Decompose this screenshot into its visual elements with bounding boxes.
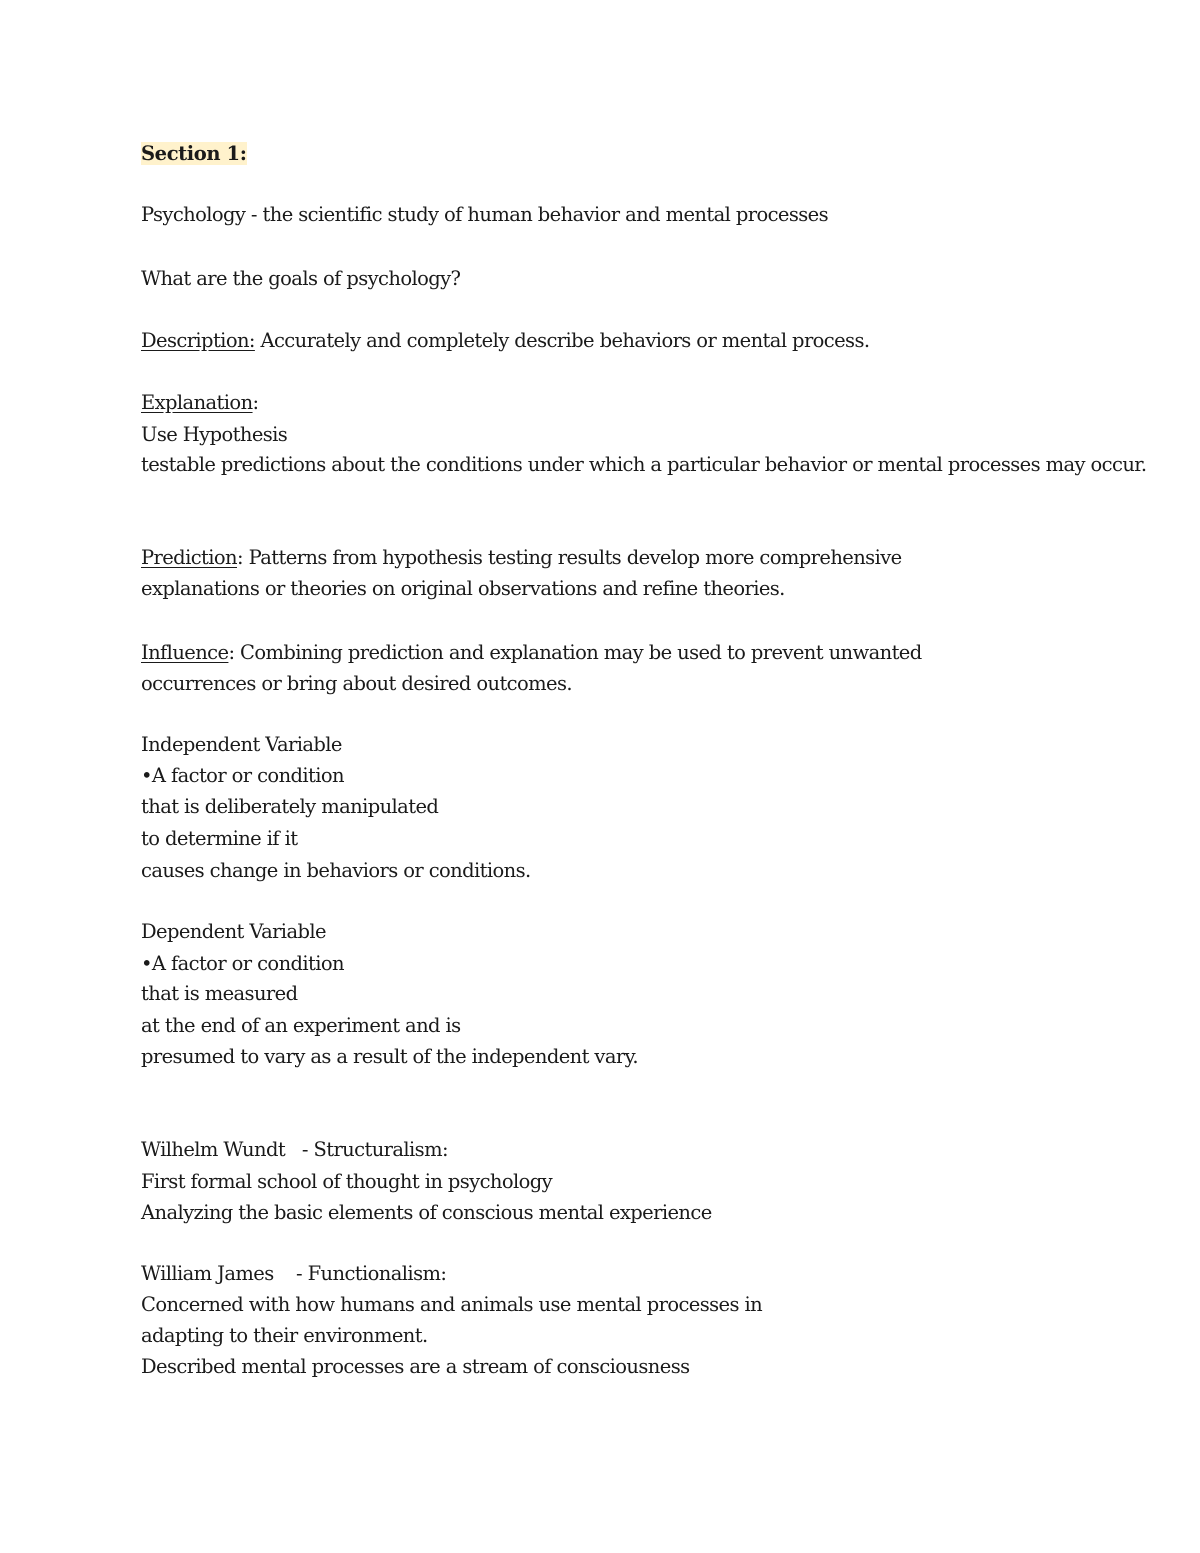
dependent-variable-line: at the end of an experiment and is — [141, 1014, 461, 1037]
prediction-paragraph — [141, 546, 902, 570]
explanation-line-1: Use Hypothesis — [141, 423, 288, 446]
functionalism-line: adapting to their environment. — [141, 1324, 428, 1347]
functionalism-line: Described mental processes are a stream of consciousness — [141, 1355, 690, 1378]
dependent-variable-line: •A factor or condition — [141, 952, 345, 975]
explanation-heading — [141, 391, 259, 415]
functionalism-title: William James - Functionalism: — [141, 1262, 447, 1285]
structuralism-title: Wilhelm Wundt - Structuralism: — [141, 1138, 448, 1161]
explanation-colon: : — [252, 391, 259, 414]
psychology-definition: Psychology - the scientific study of human behavior and mental processes — [141, 203, 829, 226]
influence-term: Influence — [141, 641, 229, 664]
section-heading: Section 1: — [141, 142, 247, 165]
independent-variable-line: to determine if it — [141, 827, 298, 850]
explanation-term: Explanation — [141, 391, 253, 414]
description-text: Accurately and completely describe behaviors or mental process. — [254, 329, 870, 352]
description-paragraph — [141, 329, 869, 353]
dependent-variable-title: Dependent Variable — [141, 920, 326, 943]
influence-line-2: occurrences or bring about desired outcomes. — [141, 672, 572, 695]
influence-paragraph — [141, 641, 922, 665]
dependent-variable-line: presumed to vary as a result of the independent vary. — [141, 1045, 639, 1068]
dependent-variable-line: that is measured — [141, 982, 298, 1005]
prediction-text: : Patterns from hypothesis testing results develop more comprehensive — [237, 546, 902, 569]
independent-variable-line: •A factor or condition — [141, 764, 345, 787]
prediction-term: Prediction — [141, 546, 237, 569]
independent-variable-line: that is deliberately manipulated — [141, 795, 439, 818]
goals-question: What are the goals of psychology? — [141, 267, 461, 290]
influence-text: : Combining prediction and explanation may be used to prevent unwanted — [228, 641, 922, 664]
structuralism-line: Analyzing the basic elements of conscious mental experience — [141, 1201, 712, 1224]
functionalism-line: Concerned with how humans and animals use mental processes in — [141, 1293, 763, 1316]
prediction-line-2: explanations or theories on original observations and refine theories. — [141, 577, 785, 600]
independent-variable-title: Independent Variable — [141, 733, 342, 756]
independent-variable-line: causes change in behaviors or conditions. — [141, 859, 531, 882]
explanation-line-2: testable predictions about the conditions under which a particular behavior or mental processes may occur. — [141, 453, 1147, 476]
section-heading-line — [141, 142, 247, 166]
structuralism-line: First formal school of thought in psychology — [141, 1170, 553, 1193]
description-term: Description: — [141, 329, 255, 352]
